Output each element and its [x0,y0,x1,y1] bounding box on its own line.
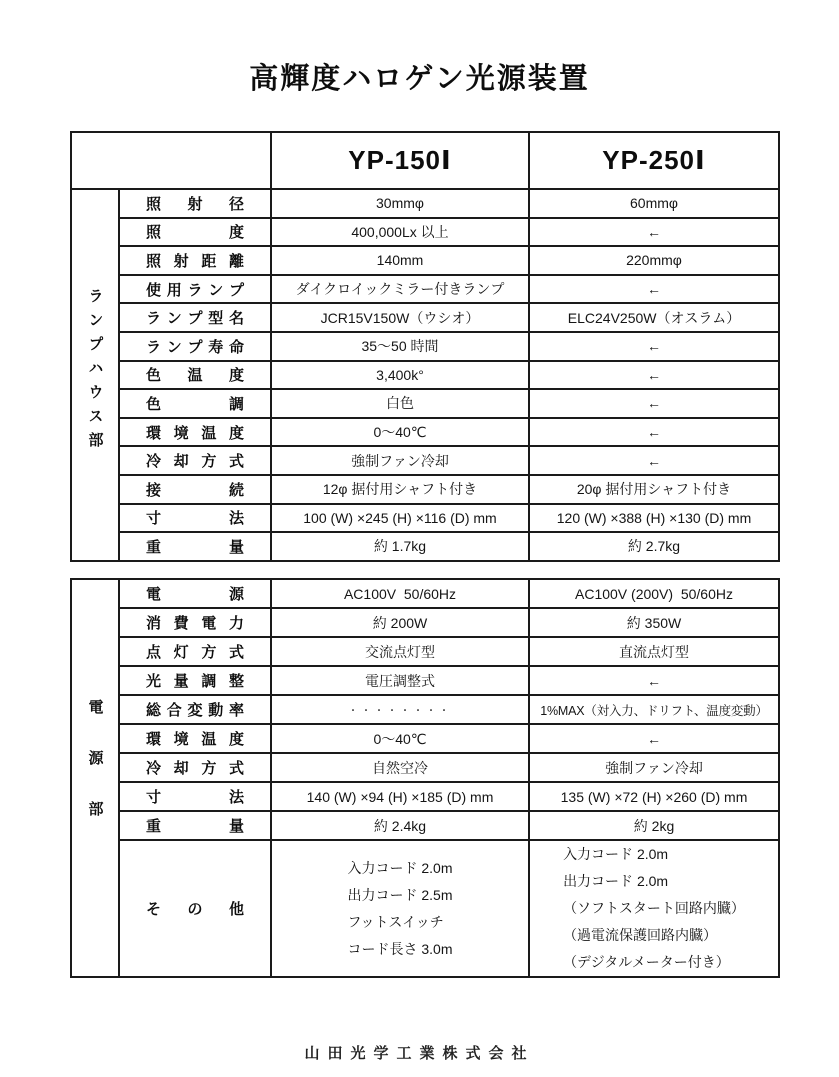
row-label-cell: 接続 [119,475,271,504]
value-cell: 140 (W) ×94 (H) ×185 (D) mm [271,782,529,811]
value-cell: JCR15V150W（ウシオ） [271,303,529,332]
value-cell: AC100V (200V) 50/60Hz [529,579,779,608]
group-label: ランプハウス部 [86,288,104,457]
row-label-cell: 消費電力 [119,608,271,637]
value-cell: ← [529,275,779,304]
value-cell: ← [529,724,779,753]
row-label-cell: 環境温度 [119,724,271,753]
row-label-cell: 寸法 [119,782,271,811]
group-label: 電源部 [86,699,104,852]
value-cell: 約 2.7kg [529,532,779,561]
row-label-cell: 寸法 [119,504,271,533]
table-row [71,275,779,304]
row-label-cell: 環境温度 [119,418,271,447]
table-row [71,389,779,418]
row-label-cell: 電源 [119,579,271,608]
header-empty-cell [71,132,271,189]
others-yp150-lines: 入力コード 2.0m 出力コード 2.5m フットスイッチ コード長さ 3.0m [347,859,453,957]
row-label-cell: 使用ランプ [119,275,271,304]
row-label-cell: 色温度 [119,361,271,390]
table-row [71,695,779,724]
table-row [71,532,779,561]
row-label-cell: ランプ寿命 [119,332,271,361]
group-cell-power-supply [71,579,119,977]
value-cell: 約 2.4kg [271,811,529,840]
table-row [71,608,779,637]
table-row [71,782,779,811]
value-cell: 20φ 据付用シャフト付き [529,475,779,504]
value-cell: 30mmφ [271,189,529,218]
value-cell: 白色 [271,389,529,418]
value-cell: 0～40℃ [271,418,529,447]
row-label-cell: ランプ型名 [119,303,271,332]
row-label-cell: 冷却方式 [119,753,271,782]
table-row [71,475,779,504]
table-header-row [71,132,779,189]
table-row [71,303,779,332]
table-row [71,753,779,782]
table-row [71,332,779,361]
value-cell: 120 (W) ×388 (H) ×130 (D) mm [529,504,779,533]
value-cell: ← [529,218,779,247]
table-row [71,637,779,666]
table-row [71,189,779,218]
value-cell: 約 350W [529,608,779,637]
table-row [71,418,779,447]
value-cell: ← [529,418,779,447]
value-cell: 100 (W) ×245 (H) ×116 (D) mm [271,504,529,533]
table-row [71,246,779,275]
table-row [71,218,779,247]
others-yp250-lines: 入力コード 2.0m 出力コード 2.0m （ソフトスタート回路内臓） （過電流保護回路内臓） （デジタルメーター付き） [563,846,745,970]
value-cell: AC100V 50/60Hz [271,579,529,608]
value-cell: 400,000Lx 以上 [271,218,529,247]
row-label-cell: 重量 [119,532,271,561]
value-cell: 約 1.7kg [271,532,529,561]
row-label-cell: 光量調整 [119,666,271,695]
value-cell: 交流点灯型 [271,637,529,666]
page-title: 高輝度ハロゲン光源装置 [249,63,590,95]
row-label-cell: 照射距離 [119,246,271,275]
value-cell: 約 2kg [529,811,779,840]
value-cell: 220mmφ [529,246,779,275]
row-label-cell: 冷却方式 [119,446,271,475]
value-cell: 強制ファン冷却 [271,446,529,475]
power-supply-spec-table [70,578,780,978]
value-cell: 60mmφ [529,189,779,218]
value-cell-multiline [271,840,529,977]
value-cell: ← [529,666,779,695]
table-row [71,666,779,695]
table-row [71,504,779,533]
table-row [71,724,779,753]
value-cell: 約 200W [271,608,529,637]
lamp-house-spec-table [70,131,780,562]
value-cell-dots: ・・・・・・・・ [271,695,529,724]
value-cell: 12φ 据付用シャフト付き [271,475,529,504]
table-row [71,811,779,840]
row-label-cell: 重量 [119,811,271,840]
value-cell: ← [529,389,779,418]
value-cell: 35～50 時間 [271,332,529,361]
value-cell: 1%MAX（対入力、ドリフト、温度変動） [529,695,779,724]
table-row [71,361,779,390]
table-row-others [71,840,779,977]
value-cell: 140mm [271,246,529,275]
company-name: 山田光学工業株式会社 [304,1045,535,1062]
value-cell: ← [529,332,779,361]
model-header-yp150: YP-150Ⅰ [271,132,529,189]
table-row [71,446,779,475]
group-cell-lamp-house [71,189,119,561]
value-cell: 強制ファン冷却 [529,753,779,782]
value-cell: 135 (W) ×72 (H) ×260 (D) mm [529,782,779,811]
value-cell: 電圧調整式 [271,666,529,695]
row-label-cell: 照度 [119,218,271,247]
value-cell: 自然空冷 [271,753,529,782]
value-cell: 3,400k° [271,361,529,390]
model-header-yp250: YP-250Ⅰ [529,132,779,189]
value-cell: 0～40℃ [271,724,529,753]
value-cell-multiline [529,840,779,977]
row-label-cell: その他 [119,840,271,977]
value-cell: ← [529,361,779,390]
row-label-cell: 総合変動率 [119,695,271,724]
value-cell: ← [529,446,779,475]
row-label-cell: 照射径 [119,189,271,218]
value-cell: ELC24V250W（オスラム） [529,303,779,332]
value-cell: 直流点灯型 [529,637,779,666]
row-label-cell: 点灯方式 [119,637,271,666]
table-row [71,579,779,608]
value-cell: ダイクロイックミラー付きランプ [271,275,529,304]
row-label-cell: 色調 [119,389,271,418]
